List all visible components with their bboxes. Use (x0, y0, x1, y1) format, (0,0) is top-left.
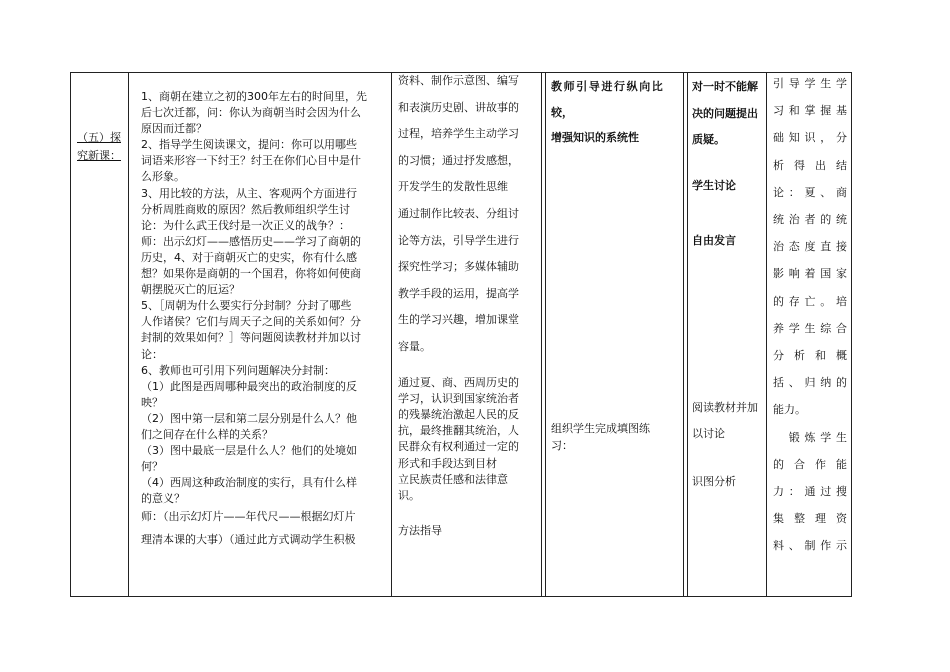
process-line: 3、用比较的方法，从主、客观两个方面进行 (141, 186, 357, 200)
section-label-cell (71, 73, 128, 165)
process-line: 论：为什么武王伐纣是一次正义的战争？： (141, 218, 350, 232)
teacher-activity-cell (545, 73, 683, 454)
objective-line: 集整理资 (773, 512, 847, 526)
objectives-block (773, 73, 847, 560)
design-line: 开发学生的发散性思维 (398, 180, 508, 194)
objective-line: 治态度直接 (773, 240, 847, 254)
process-line: 们之间存在什么样的关系？ (141, 427, 273, 441)
design-intent-block (398, 73, 537, 361)
process-line: （1）此图是西周哪种最突出的政治制度的反 (141, 379, 357, 393)
design-line: 民群众有权利通过一定的 (398, 440, 519, 454)
process-line: 1、商朝在建立之初的300年左右的时间里，先 (141, 90, 367, 103)
student-discuss: 学生讨论 (692, 178, 736, 192)
objective-line: 力：通过搜 (773, 485, 847, 499)
design-intent-cell (392, 73, 541, 539)
process-line: （2）图中第一层和第二层分别是什么人？他 (141, 411, 357, 425)
process-line: 想？如果你是商朝的一个国君，你将如何使商 (141, 267, 361, 281)
objective-line: 能力。 (773, 403, 806, 417)
process-line: 后七次迁都，问：你认为商朝当时会因为什么 (141, 106, 361, 120)
design-line: 教学手段的运用，提高学 (398, 286, 519, 300)
student-activity-cell (687, 73, 766, 490)
design-line: 论等方法，引导学生进行 (398, 233, 519, 247)
objective-line: 影响着国家 (773, 267, 847, 281)
teacher-line: 增强知识的系统性 (551, 131, 639, 144)
teacher-line: 较， (551, 106, 573, 119)
process-line: 分析周胜商败的原因？然后教师组织学生讨 (141, 202, 350, 216)
teaching-process-cell (129, 73, 391, 548)
process-line: 朝摆脱灭亡的厄运？ (141, 283, 240, 297)
objectives-cell (767, 73, 853, 560)
student-read: 阅读教材并加 (692, 400, 758, 414)
objective-line: 析得出结 (773, 158, 847, 172)
design-line: 和表演历史剧、讲故事的 (398, 100, 519, 114)
objective-line: 养学生综合 (773, 321, 847, 335)
process-line: 历史，4、对于商朝灭亡的史实，你有什么感 (141, 250, 357, 264)
design-line: 容量。 (398, 339, 431, 353)
design-line: 学习，认识到国家统治者 (398, 391, 519, 405)
student-block (692, 74, 764, 154)
objective-line: 础知识，分 (773, 131, 847, 145)
teacher-line: 组织学生完成填图练 (551, 422, 650, 435)
design-line: 的残暴统治激起人民的反 (398, 407, 519, 421)
student-line: 对一时不能解 (692, 80, 758, 93)
design-line: 的习惯；通过抒发感想， (398, 153, 519, 167)
objective-line: 括、归纳的 (773, 376, 847, 390)
design-line: 过程，培养学生主动学习 (398, 127, 519, 141)
objective-line: 的存亡。培 (773, 294, 847, 308)
process-line: 理清本课的大事）（通过此方式调动学生积极 (141, 532, 356, 546)
design-intent-block (398, 375, 537, 505)
design-line: 通过夏、商、西周历史的 (398, 375, 519, 389)
design-line: 抗，最终推翻其统治，人 (398, 424, 519, 438)
section-label-line: （五）探 (77, 131, 121, 144)
objective-line: 料、制作示 (773, 539, 847, 553)
student-map-analysis: 识图分析 (692, 474, 736, 488)
process-line: 何？ (141, 460, 163, 474)
design-line: 生的学习兴趣，增加课堂 (398, 313, 519, 327)
process-line: 封制的效果如何？］等问题阅读教材并加以讨 (141, 331, 361, 345)
objective-line: 统治者的统 (773, 213, 847, 227)
process-line: 师：（出示幻灯片——年代尺——根据幻灯片 (141, 510, 356, 524)
student-line: 决的问题提出 (692, 106, 758, 120)
process-line: 2、指导学生阅读课文，提问：你可以用哪些 (141, 138, 357, 152)
design-line: 立民族责任感和法律意 (398, 472, 508, 486)
process-line: 5、［周朝为什么要实行分封制？分封了哪些 (141, 299, 352, 313)
process-line: （3）图中最底一层是什么人？他们的处境如 (141, 444, 357, 458)
process-line: 师：出示幻灯——感悟历史——学习了商朝的 (141, 234, 361, 248)
objective-line: 的合作能 (773, 457, 847, 471)
objective-line: 锻炼学生 (773, 430, 847, 444)
section-label-line: 究新课： (77, 149, 121, 162)
teacher-line: 习： (551, 439, 573, 452)
student-read: 以讨论 (692, 426, 725, 440)
process-line: 论： (141, 347, 163, 361)
process-line: 映？ (141, 395, 163, 409)
objective-line: 论：夏、商 (773, 185, 847, 199)
design-line: 通过制作比较表、分组讨 (398, 206, 519, 220)
process-line: 的意义？ (141, 492, 185, 506)
teacher-line: 教师引导进行纵向比 (551, 80, 665, 93)
process-line: 人作诸侯？它们与周天子之间的关系如何？分 (141, 315, 361, 329)
design-line: 识。 (398, 488, 420, 502)
design-line: 探究性学习；多媒体辅助 (398, 260, 519, 274)
objective-line: 习和掌握基 (773, 104, 847, 118)
student-line: 质疑。 (692, 133, 725, 146)
objective-line: 引导学生学 (773, 77, 847, 90)
design-line: 资料、制作示意图、编写 (398, 74, 519, 87)
lesson-plan-table (70, 72, 852, 597)
objective-line: 分析和概 (773, 349, 847, 363)
process-line: 6、教师也可引用下列问题解决分封制： (141, 363, 335, 377)
process-line: 么形象。 (141, 170, 185, 184)
method-guidance: 方法指导 (398, 524, 442, 538)
process-line: （4）西周这种政治制度的实行，具有什么样 (141, 476, 357, 490)
student-free-speech: 自由发言 (692, 233, 736, 247)
design-line: 形式和手段达到目材 (398, 456, 497, 470)
process-line: 原因而迁都？ (141, 122, 207, 136)
process-line: 词语来形容一下纣王？纣王在你们心目中是什 (141, 154, 361, 168)
